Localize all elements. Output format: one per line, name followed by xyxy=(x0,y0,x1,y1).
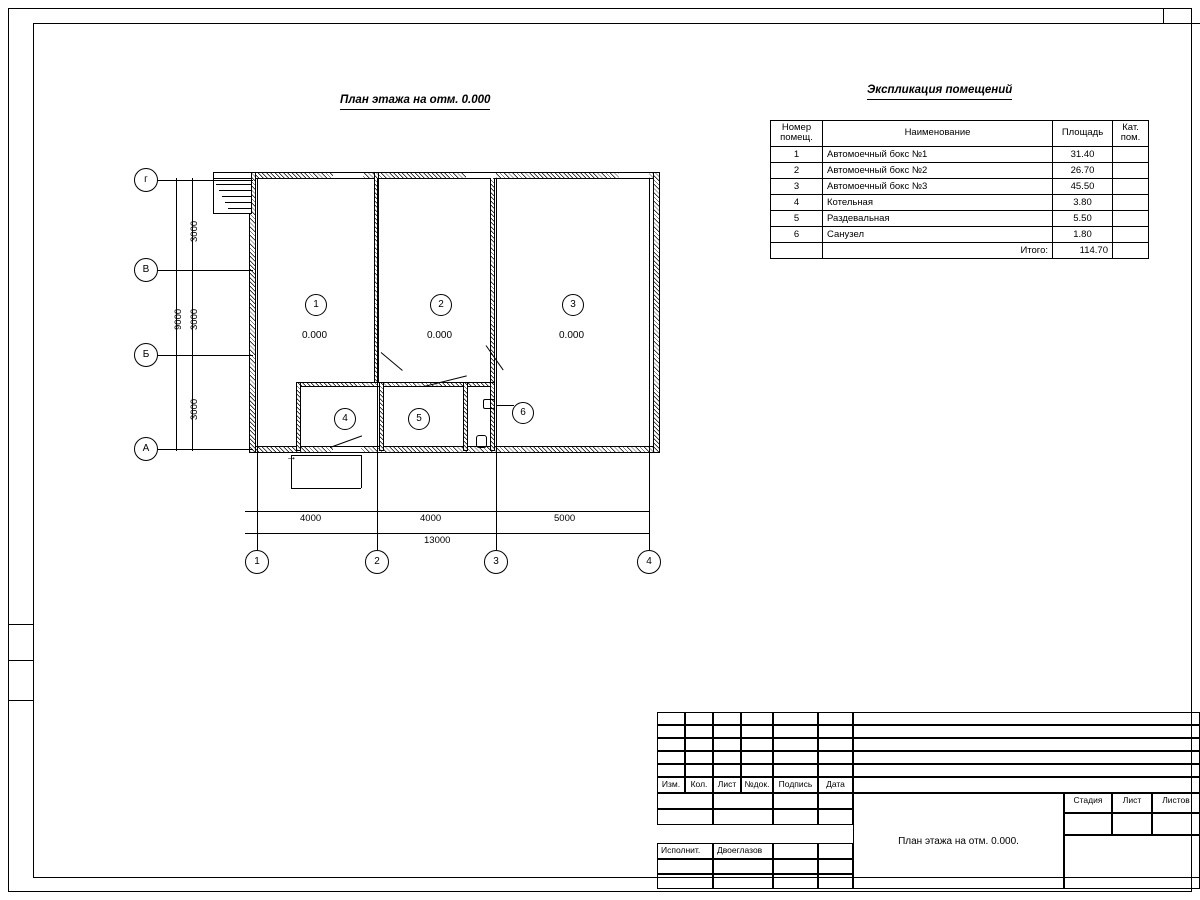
header-area: Площадь xyxy=(1053,121,1113,147)
stamp-grid-r4c4 xyxy=(741,751,773,764)
room-bubble-1 xyxy=(305,294,327,316)
axis-bubble-v xyxy=(134,258,158,282)
stamp-col-ndok: №док. xyxy=(741,777,773,793)
header-kat-line1: Кат. xyxy=(1122,122,1139,133)
stair-step-6 xyxy=(228,208,252,209)
stamp-sign-row1 xyxy=(773,793,818,809)
dim-left-t2 xyxy=(186,270,198,271)
axis-bubble-3-label: 3 xyxy=(493,556,499,567)
stamp-date-row5 xyxy=(818,874,853,889)
row-area: 45.50 xyxy=(1053,178,1113,194)
stamp-org-area xyxy=(1064,835,1200,889)
stamp-grid-r4c1 xyxy=(657,751,685,764)
row-area: 1.80 xyxy=(1053,226,1113,242)
row-kat xyxy=(1113,178,1149,194)
stair-step-2 xyxy=(216,184,252,185)
axis-bubble-1 xyxy=(245,550,269,574)
plan-title: План этажа на отм. 0.000 xyxy=(340,95,490,110)
exp-title: Экспликация помещений xyxy=(867,85,1012,100)
plan-inner-div-1 xyxy=(379,382,384,451)
room-bubble-6-label: 6 xyxy=(520,407,526,418)
room-bubble-2-label: 2 xyxy=(438,299,444,310)
stamp-name-row2 xyxy=(713,809,773,825)
axis-bubble-1-label: 1 xyxy=(254,556,260,567)
header-num-line2: помещ. xyxy=(780,132,813,144)
row-name: Автомоечный бокс №1 xyxy=(823,146,1053,162)
stamp-col-kol: Кол. xyxy=(685,777,713,793)
axis-bubble-4 xyxy=(637,550,661,574)
stamp-stage-label: Стадия xyxy=(1064,793,1112,813)
row-area: 5.50 xyxy=(1053,210,1113,226)
stamp-lists-value xyxy=(1152,813,1200,835)
stamp-list-label: Лист xyxy=(1112,793,1152,813)
row-kat xyxy=(1113,162,1149,178)
room-bubble-4-label: 4 xyxy=(342,413,348,424)
row-num: 5 xyxy=(771,210,823,226)
table-row xyxy=(771,146,1149,162)
dim-left-t4 xyxy=(186,449,198,450)
plan-wall-right xyxy=(653,172,660,453)
stamp-name-row5 xyxy=(713,874,773,889)
stamp-grid-r3c4 xyxy=(741,738,773,751)
stamp-grid-r5c7 xyxy=(853,764,1200,777)
opening-top-3 xyxy=(619,173,649,178)
room-bubble-3-label: 3 xyxy=(570,299,576,310)
stamp-grid-r5c4 xyxy=(741,764,773,777)
dim-bottom-1: 4000 xyxy=(300,513,322,524)
plan-inner-right xyxy=(490,382,495,451)
row-area: 3.80 xyxy=(1053,194,1113,210)
row-kat xyxy=(1113,226,1149,242)
plan-wall-top xyxy=(249,172,660,179)
stamp-role-row4 xyxy=(657,859,713,874)
stair-step-5 xyxy=(225,202,252,203)
plan-inner-left xyxy=(296,382,301,451)
stamp-sheet-title: План этажа на отм. 0.000. xyxy=(853,793,1064,889)
stamp-grid-r1c6 xyxy=(818,712,853,725)
stamp-grid-r1c2 xyxy=(685,712,713,725)
header-num xyxy=(771,121,823,147)
stamp-grid-r1c7 xyxy=(853,712,1200,725)
margin-line-5 xyxy=(1163,8,1164,24)
stamp-grid-r3c2 xyxy=(685,738,713,751)
stamp-grid-r5c5 xyxy=(773,764,818,777)
row-num: 4 xyxy=(771,194,823,210)
room-level-2: 0.000 xyxy=(427,330,453,341)
porch-top xyxy=(291,455,361,456)
stamp-col-podpis: Подпись xyxy=(773,777,818,793)
room-bubble-1-label: 1 xyxy=(313,299,319,310)
stamp-grid-r2c5 xyxy=(773,725,818,738)
dim-left-t1 xyxy=(186,180,198,181)
table-row xyxy=(771,194,1149,210)
stamp-grid-r2c6 xyxy=(818,725,853,738)
axis-vline-1 xyxy=(257,178,258,550)
axis-vline-4 xyxy=(649,178,650,550)
header-name: Наименование xyxy=(823,121,1053,147)
dim-bottom-chain-inner xyxy=(245,511,650,512)
row-name: Санузел xyxy=(823,226,1053,242)
stamp-grid-r1c3 xyxy=(713,712,741,725)
stamp-grid-r5c2 xyxy=(685,764,713,777)
porch-right xyxy=(361,455,362,488)
stamp-date-row2 xyxy=(818,809,853,825)
row-name: Автомоечный бокс №2 xyxy=(823,162,1053,178)
stamp-grid-r5c6 xyxy=(818,764,853,777)
stamp-date-row1 xyxy=(818,793,853,809)
stamp-col-izm: Изм. xyxy=(657,777,685,793)
row-kat xyxy=(1113,146,1149,162)
dim-bottom-2: 4000 xyxy=(420,513,442,524)
stamp-date-row4 xyxy=(818,859,853,874)
stamp-sign-row4 xyxy=(773,859,818,874)
axis-line-b xyxy=(158,355,253,356)
margin-line-3 xyxy=(8,700,34,701)
table-row xyxy=(771,162,1149,178)
axis-bubble-b-label: Б xyxy=(142,349,150,360)
margin-line-2 xyxy=(8,660,34,661)
stair-step-4 xyxy=(222,196,252,197)
stair-step-1 xyxy=(213,178,252,179)
axis-bubble-g xyxy=(134,168,158,192)
dim-bottom-chain-outer xyxy=(245,533,650,534)
room-bubble-2 xyxy=(430,294,452,316)
stamp-grid-r4c5 xyxy=(773,751,818,764)
room-bubble-3 xyxy=(562,294,584,316)
stair-step-3 xyxy=(219,190,252,191)
stamp-grid-r4c2 xyxy=(685,751,713,764)
axis-line-a xyxy=(158,449,253,450)
header-num-line1: Номер xyxy=(781,122,812,133)
stamp-grid-r4c7 xyxy=(853,751,1200,764)
row-kat xyxy=(1113,210,1149,226)
stamp-grid-r5c1 xyxy=(657,764,685,777)
opening-top-3-line xyxy=(619,172,649,173)
total-blank xyxy=(771,242,823,258)
stamp-sign-row2 xyxy=(773,809,818,825)
row-kat xyxy=(1113,194,1149,210)
dim-left-total: 9000 xyxy=(173,308,184,330)
axis-bubble-a xyxy=(134,437,158,461)
opening-top-1-line xyxy=(333,172,363,173)
table-header-row xyxy=(771,121,1149,147)
axis-bubble-g-label: г xyxy=(144,174,148,185)
stamp-executor-name: Двоеглазов xyxy=(713,843,773,859)
stamp-grid-r2c1 xyxy=(657,725,685,738)
explication-table xyxy=(770,120,1149,259)
stamp-executor-sign xyxy=(773,843,818,859)
stamp-role-row5 xyxy=(657,874,713,889)
stamp-grid-r3c3 xyxy=(713,738,741,751)
stamp-lists-label: Листов xyxy=(1152,793,1200,813)
title-block xyxy=(657,712,1200,889)
axis-vline-3 xyxy=(496,178,497,550)
row-name: Раздевальная xyxy=(823,210,1053,226)
room-level-3: 0.000 xyxy=(559,330,585,341)
leader-4 xyxy=(496,405,514,406)
opening-top-2-line xyxy=(466,172,496,173)
room-bubble-5-label: 5 xyxy=(416,413,422,424)
stamp-role-row2 xyxy=(657,809,713,825)
row-num: 1 xyxy=(771,146,823,162)
room-bubble-6 xyxy=(512,402,534,424)
stamp-grid-r1c1 xyxy=(657,712,685,725)
row-num: 2 xyxy=(771,162,823,178)
stamp-grid-r2c2 xyxy=(685,725,713,738)
fixture-sink xyxy=(483,399,495,409)
dim-left-1: 3000 xyxy=(189,220,200,242)
axis-bubble-b xyxy=(134,343,158,367)
axis-bubble-3 xyxy=(484,550,508,574)
stamp-executor-label: Исполнит. xyxy=(657,843,713,859)
room-level-1: 0.000 xyxy=(302,330,328,341)
axis-bubble-4-label: 4 xyxy=(646,556,652,567)
stamp-grid-r2c4 xyxy=(741,725,773,738)
table-row xyxy=(771,210,1149,226)
stamp-stage-value xyxy=(1064,813,1112,835)
stamp-name-row4 xyxy=(713,859,773,874)
stamp-grid-r2c7 xyxy=(853,725,1200,738)
opening-bottom-1 xyxy=(333,447,361,452)
row-name: Автомоечный бокс №3 xyxy=(823,178,1053,194)
room-bubble-4 xyxy=(334,408,356,430)
stamp-col-list: Лист xyxy=(713,777,741,793)
plan-wall-left xyxy=(249,172,256,453)
stamp-list-value xyxy=(1112,813,1152,835)
stamp-grid-r2c3 xyxy=(713,725,741,738)
axis-line-g xyxy=(158,180,253,181)
stair-edge xyxy=(213,172,214,214)
dim-left-2: 3000 xyxy=(189,308,200,330)
dim-bottom-total: 13000 xyxy=(424,535,451,546)
stamp-grid-r4c6 xyxy=(818,751,853,764)
stamp-title-area-top xyxy=(853,777,1200,793)
header-kat xyxy=(1113,121,1149,147)
opening-top-2 xyxy=(466,173,496,178)
stamp-grid-r4c3 xyxy=(713,751,741,764)
plan-wall-bottom xyxy=(249,446,660,453)
table-row xyxy=(771,226,1149,242)
stamp-grid-r5c3 xyxy=(713,764,741,777)
stamp-col-data: Дата xyxy=(818,777,853,793)
porch-bottom xyxy=(291,488,361,489)
axis-bubble-a-label: А xyxy=(142,443,150,454)
total-label: Итого: xyxy=(823,242,1053,258)
stamp-executor-date xyxy=(818,843,853,859)
dim-left-3: 3000 xyxy=(189,398,200,420)
room-bubble-5 xyxy=(408,408,430,430)
axis-vline-2 xyxy=(377,178,378,550)
total-value: 114.70 xyxy=(1053,242,1113,258)
porch-arrow: → xyxy=(286,451,297,463)
stamp-grid-r1c4 xyxy=(741,712,773,725)
axis-bubble-v-label: В xyxy=(142,264,150,275)
dim-left-t3 xyxy=(186,355,198,356)
stamp-grid-r3c6 xyxy=(818,738,853,751)
stamp-grid-r1c5 xyxy=(773,712,818,725)
axis-bubble-2-label: 2 xyxy=(374,556,380,567)
stamp-grid-r3c1 xyxy=(657,738,685,751)
fixture-wc xyxy=(476,435,487,448)
table-total-row xyxy=(771,242,1149,258)
stamp-role-row1 xyxy=(657,793,713,809)
opening-top-1 xyxy=(333,173,363,178)
row-area: 26.70 xyxy=(1053,162,1113,178)
row-area: 31.40 xyxy=(1053,146,1113,162)
row-num: 6 xyxy=(771,226,823,242)
row-num: 3 xyxy=(771,178,823,194)
header-kat-line2: пом. xyxy=(1120,132,1141,144)
table-row xyxy=(771,178,1149,194)
margin-line-1 xyxy=(8,624,34,625)
stamp-grid-r3c7 xyxy=(853,738,1200,751)
axis-bubble-2 xyxy=(365,550,389,574)
total-kat xyxy=(1113,242,1149,258)
stamp-grid-r3c5 xyxy=(773,738,818,751)
margin-line-4 xyxy=(1163,23,1193,24)
row-name: Котельная xyxy=(823,194,1053,210)
stamp-name-row1 xyxy=(713,793,773,809)
dim-bottom-3: 5000 xyxy=(554,513,576,524)
axis-line-v xyxy=(158,270,253,271)
plan-inner-div-2 xyxy=(463,382,468,451)
stamp-sign-row5 xyxy=(773,874,818,889)
